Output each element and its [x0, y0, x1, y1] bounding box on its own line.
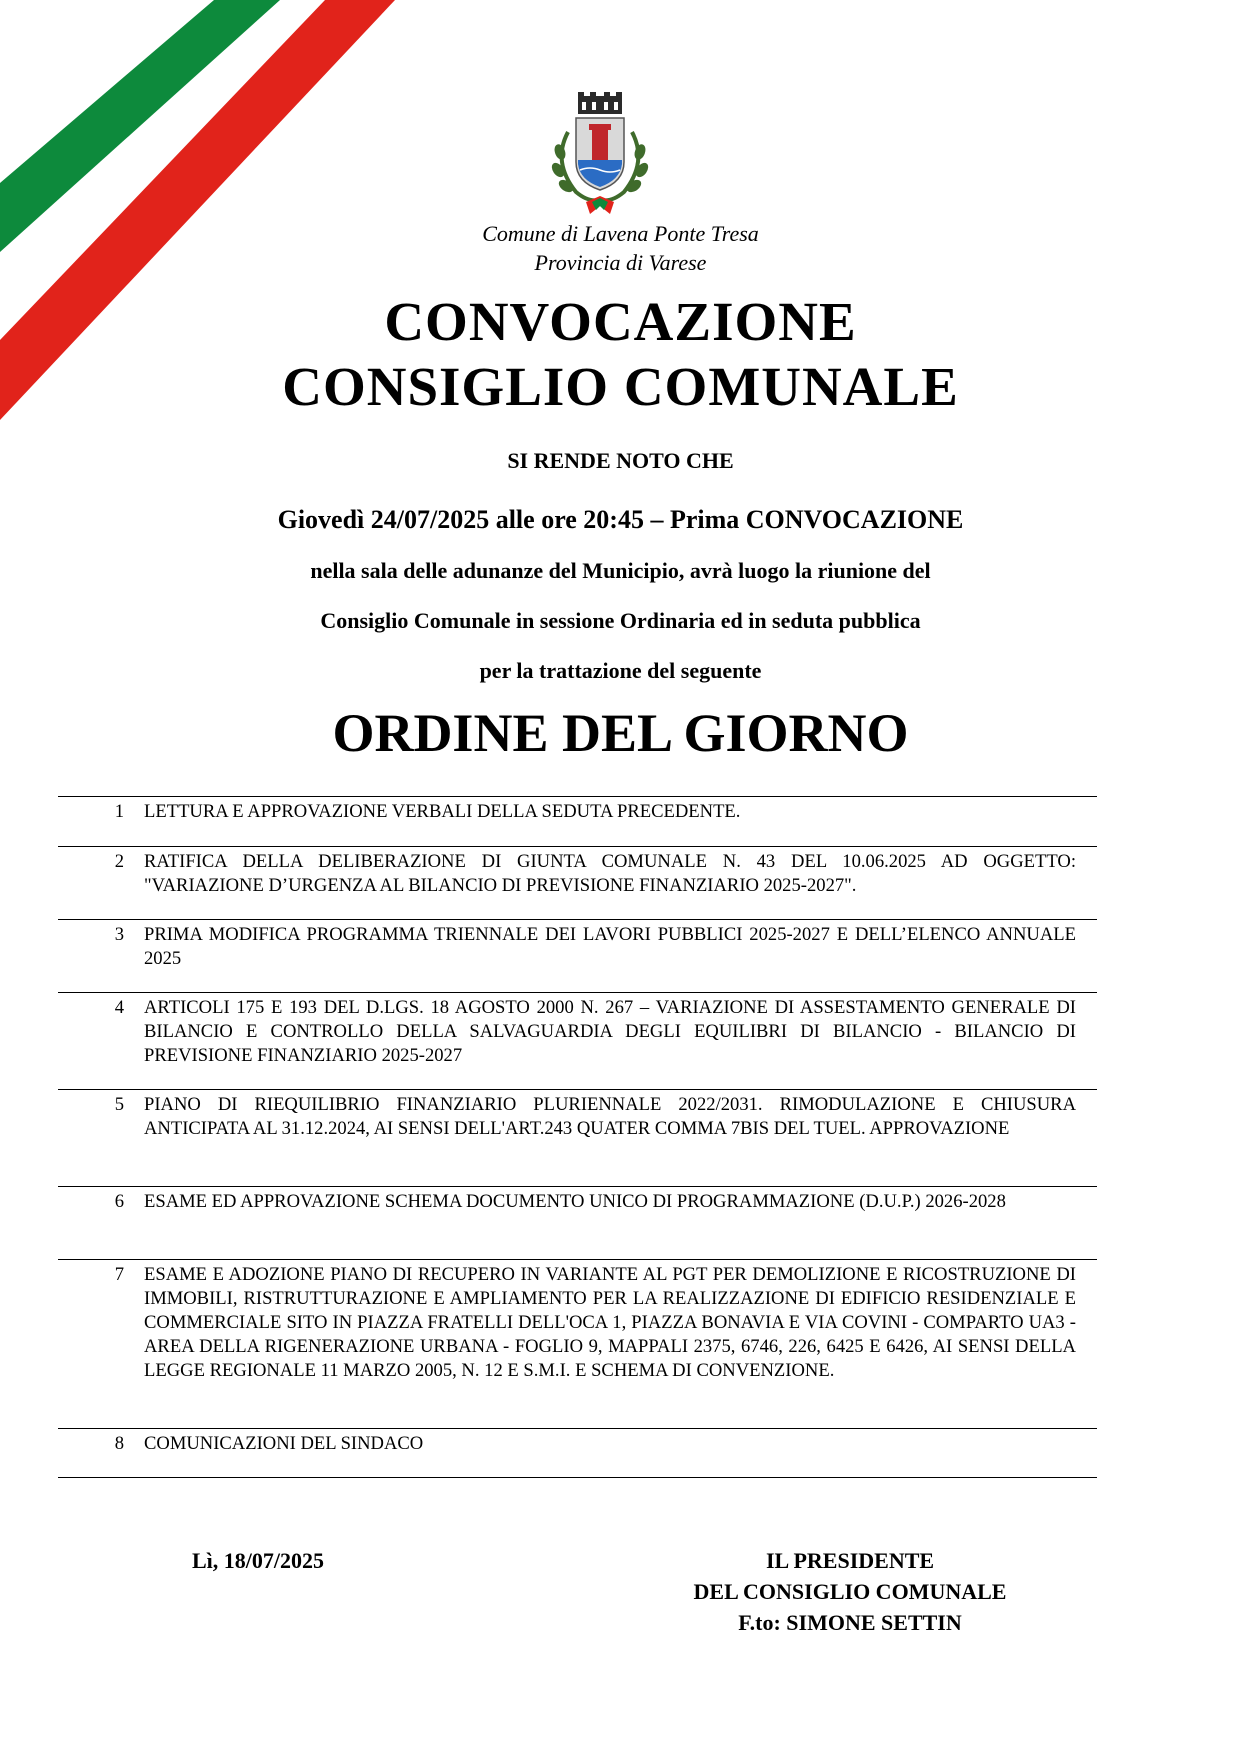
- notice-line-2: Consiglio Comunale in sessione Ordinaria ed in seduta pubblica: [320, 608, 921, 633]
- place-and-date: Lì, 18/07/2025: [192, 1548, 325, 1573]
- notice-line-3: per la trattazione del seguente: [479, 658, 762, 683]
- agenda-title: ORDINE DEL GIORNO: [332, 703, 909, 763]
- agenda-item-number: 1: [114, 801, 124, 822]
- agenda-item-number: 2: [114, 851, 124, 872]
- agenda-item-number: 7: [114, 1264, 124, 1285]
- notice-line-1: nella sala delle adunanze del Municipio, avrà luogo la riunione del: [310, 558, 931, 583]
- page-title-line2: CONSIGLIO COMUNALE: [282, 356, 959, 417]
- signature-title: IL PRESIDENTE: [765, 1548, 935, 1573]
- agenda-divider: [58, 1089, 1097, 1090]
- agenda-divider: [58, 796, 1097, 797]
- municipal-crest-icon: [546, 92, 654, 220]
- agenda-item-text: RATIFICA DELLA DELIBERAZIONE DI GIUNTA COMUNALE N. 43 DEL 10.06.2025 AD OGGETTO: "VARIAZIONE D’URGENZA AL BILANCIO DI PREVISIONE FINANZIARIO 2025-2027".: [144, 851, 1076, 896]
- signature-name: F.to: SIMONE SETTIN: [738, 1610, 962, 1635]
- agenda-divider: [58, 846, 1097, 847]
- agenda-item-number: 5: [114, 1094, 124, 1115]
- signature-block: [640, 1545, 1060, 1638]
- signature-office: DEL CONSIGLIO COMUNALE: [693, 1579, 1007, 1604]
- agenda-item-number: 8: [114, 1433, 124, 1454]
- agenda-item-text: ESAME ED APPROVAZIONE SCHEMA DOCUMENTO UNICO DI PROGRAMMAZIONE (D.U.P.) 2026-2028: [144, 1191, 1006, 1212]
- agenda-divider: [58, 1477, 1097, 1478]
- agenda-divider: [58, 1428, 1097, 1429]
- meeting-date-line: Giovedì 24/07/2025 alle ore 20:45 – Prima CONVOCAZIONE: [277, 505, 964, 534]
- crown-icon: [578, 92, 622, 114]
- notice-intro: SI RENDE NOTO CHE: [507, 448, 734, 473]
- agenda-item-text: ESAME E ADOZIONE PIANO DI RECUPERO IN VARIANTE AL PGT PER DEMOLIZIONE E RICOSTRUZIONE DI IMMOBILI, RISTRUTTURAZIONE E AMPLIAMENTO PER LA REALIZZAZIONE DI EDIFICIO RESIDENZIALE E COMMERCIALE SITO IN PIAZZA FRATELLI DELL'OCA 1, PIAZZA BONAVIA E VIA COVINI - COMPARTO UA3 - AREA DELLA RIGENERAZIONE URBANA - FOGLIO 9, MAPPALI 2375, 6746, 226, 6425 E 6426, AI SENSI DELLA LEGGE REGIONALE 11 MARZO 2005, N. 12 E S.M.I. E SCHEMA DI CONVENZIONE.: [144, 1264, 1076, 1381]
- agenda-item-text: PIANO DI RIEQUILIBRIO FINANZIARIO PLURIENNALE 2022/2031. RIMODULAZIONE E CHIUSURA ANTICIPATA AL 31.12.2024, AI SENSI DELL'ART.243 QUATER COMMA 7BIS DEL TUEL. APPROVAZIONE: [144, 1094, 1076, 1139]
- agenda-item-number: 6: [114, 1191, 124, 1212]
- agenda-divider: [58, 1186, 1097, 1187]
- province-name: Provincia di Varese: [534, 250, 707, 275]
- agenda-divider: [58, 992, 1097, 993]
- agenda-item-number: 3: [114, 924, 124, 945]
- municipality-name: Comune di Lavena Ponte Tresa: [482, 221, 759, 246]
- agenda-item-text: ARTICOLI 175 E 193 DEL D.LGS. 18 AGOSTO 2000 N. 267 – VARIAZIONE DI ASSESTAMENTO GENERALE DI BILANCIO E CONTROLLO DELLA SALVAGUARDIA DEGLI EQUILIBRI DI BILANCIO - BILANCIO DI PREVISIONE FINANZIARIO 2025-2027: [144, 997, 1076, 1066]
- agenda-divider: [58, 919, 1097, 920]
- page-title-line1: CONVOCAZIONE: [384, 291, 857, 352]
- agenda-divider: [58, 1259, 1097, 1260]
- agenda-item-text: COMUNICAZIONI DEL SINDACO: [144, 1433, 424, 1454]
- agenda-item-text: LETTURA E APPROVAZIONE VERBALI DELLA SEDUTA PRECEDENTE.: [144, 801, 741, 822]
- agenda-item-text: PRIMA MODIFICA PROGRAMMA TRIENNALE DEI LAVORI PUBBLICI 2025-2027 E DELL’ELENCO ANNUALE 2025: [144, 924, 1076, 969]
- shield-icon: [576, 118, 624, 190]
- agenda-item-number: 4: [114, 997, 124, 1018]
